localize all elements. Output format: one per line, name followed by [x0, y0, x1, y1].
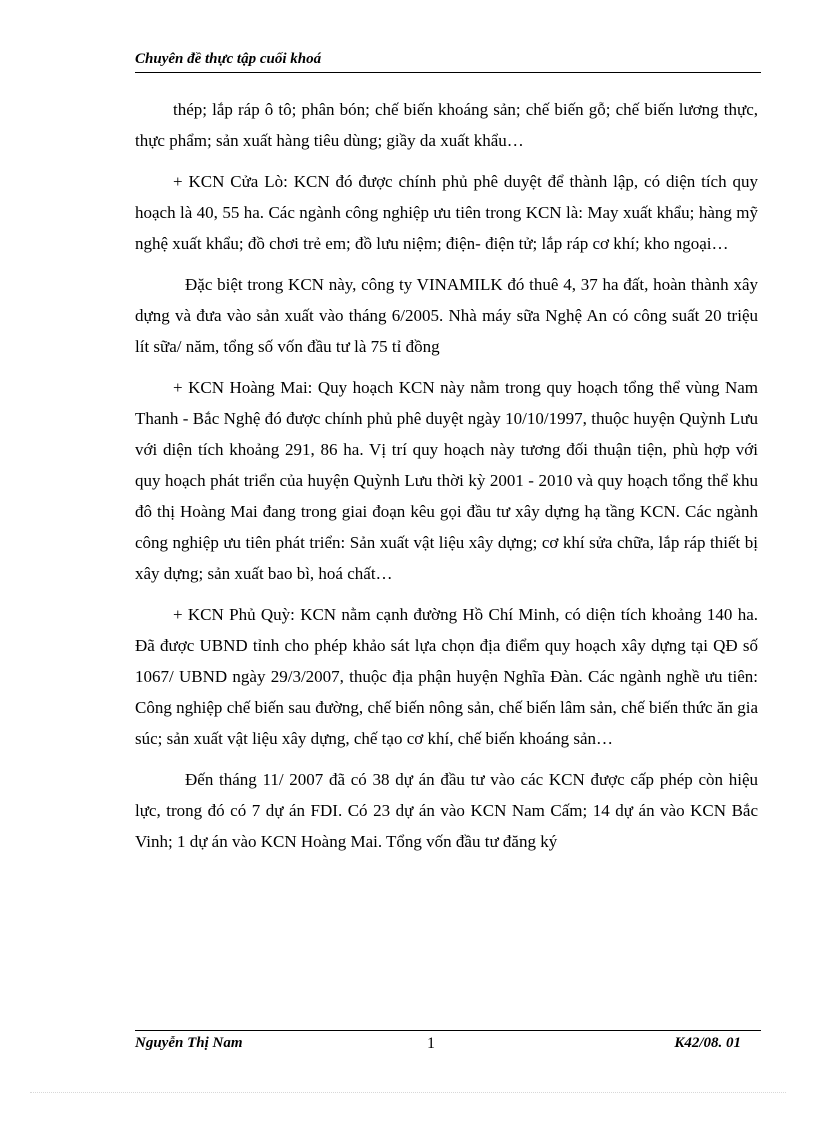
document-body [135, 94, 758, 867]
header-title: Chuyên đề thực tập cuối khoá [135, 51, 322, 67]
page-header [135, 50, 761, 73]
page-bottom-divider [30, 1092, 786, 1093]
paragraph: + KCN Phủ Quỳ: KCN nằm cạnh đường Hồ Chí Minh, có diện tích khoảng 140 ha. Đã được UBND tỉnh cho phép khảo sát lựa chọn địa điểm quy hoạch xây dựng tại QĐ số 1067/ UBND ngày 29/3/2007, thuộc địa phận huyện Nghĩa Đàn. Các ngành nghề ưu tiên: Công nghiệp chế biến sau đường, chế biến nông sản, chế biến lâm sản, chế biến thức ăn gia súc; sản xuất vật liệu xây dựng, chế tạo cơ khí, chế biến khoáng sản… [135, 605, 758, 748]
footer-author: Nguyễn Thị Nam [135, 1035, 243, 1051]
page-footer [135, 1030, 761, 1061]
page-number: 1 [427, 1035, 435, 1052]
footer-code: K42/08. 01 [674, 1035, 741, 1051]
paragraph: + KCN Hoàng Mai: Quy hoạch KCN này nằm trong quy hoạch tổng thể vùng Nam Thanh - Bắc Nghệ đó được chính phủ phê duyệt ngày 10/10/1997, thuộc huyện Quỳnh Lưu với diện tích khoảng 291, 86 ha. Vị trí quy hoạch này tương đối thuận tiện, phù hợp với quy hoạch phát triển của huyện Quỳnh Lưu thời kỳ 2001 - 2010 và quy hoạch tổng thể khu đô thị Hoàng Mai đang trong giai đoạn kêu gọi đầu tư xây dựng hạ tầng KCN. Các ngành công nghiệp ưu tiên phát triển: Sản xuất vật liệu xây dựng; cơ khí sửa chữa, lắp ráp thiết bị xây dựng; sản xuất bao bì, hoá chất… [135, 378, 758, 583]
paragraph: + KCN Cửa Lò: KCN đó được chính phủ phê duyệt để thành lập, có diện tích quy hoạch là 40, 55 ha. Các ngành công nghiệp ưu tiên trong KCN là: May xuất khẩu; hàng mỹ nghệ xuất khẩu; đồ chơi trẻ em; đồ lưu niệm; điện- điện tử; lắp ráp cơ khí; kho ngoại… [135, 172, 758, 253]
paragraph: thép; lắp ráp ô tô; phân bón; chế biến khoáng sản; chế biến gỗ; chế biến lương thực, thực phẩm; sản xuất hàng tiêu dùng; giầy da xuất khẩu… [135, 100, 758, 150]
paragraph: Đến tháng 11/ 2007 đã có 38 dự án đầu tư vào các KCN được cấp phép còn hiệu lực, trong đó có 7 dự án FDI. Có 23 dự án vào KCN Nam Cấm; 14 dự án vào KCN Bắc Vinh; 1 dự án vào KCN Hoàng Mai. Tổng vốn đầu tư đăng ký [135, 770, 758, 851]
paragraph: Đặc biệt trong KCN này, công ty VINAMILK đó thuê 4, 37 ha đất, hoàn thành xây dựng và đưa vào sản xuất vào tháng 6/2005. Nhà máy sữa Nghệ An có công suất 20 triệu lít sữa/ năm, tổng số vốn đầu tư là 75 tỉ đồng [135, 275, 758, 356]
